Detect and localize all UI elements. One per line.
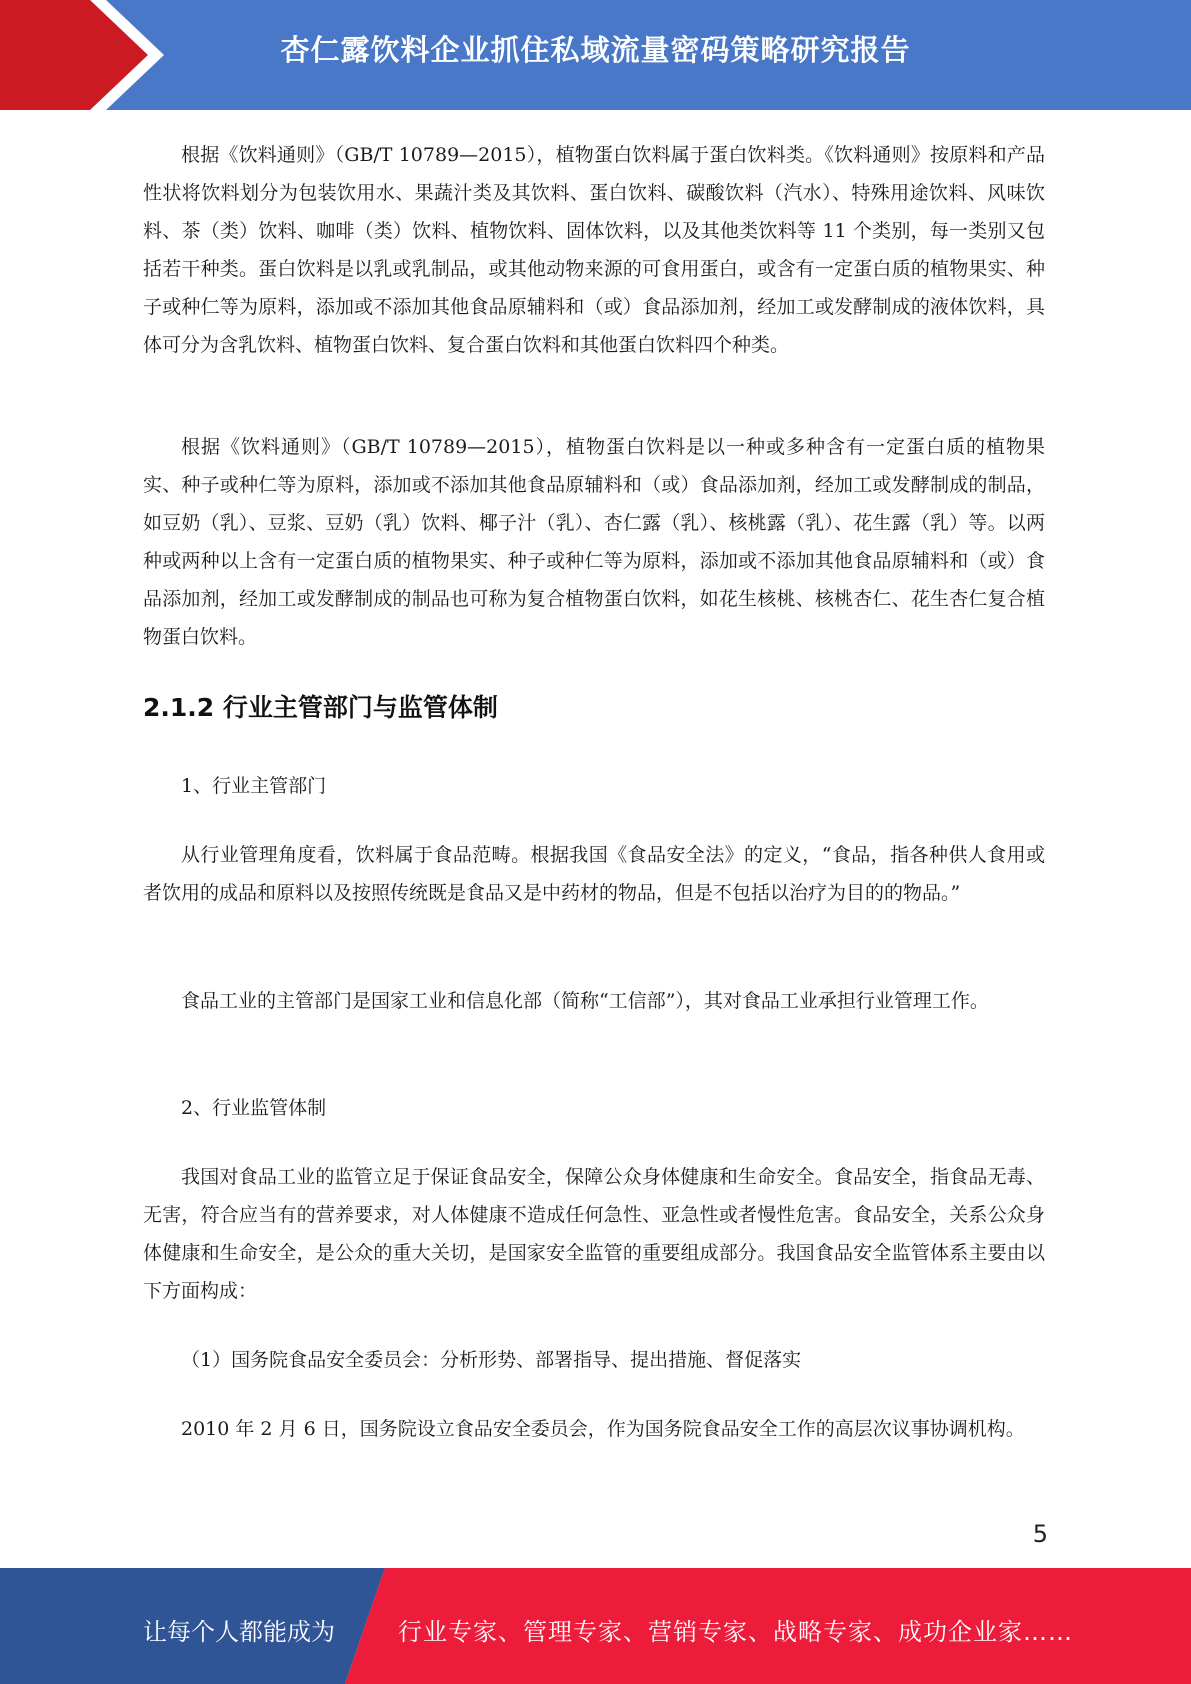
section-heading-block [143,688,1045,724]
footer-slogan-left: 让每个人都能成为 [143,1618,335,1646]
body-paragraph-6-block [143,1410,1045,1448]
subheading-3-block [143,1341,1045,1379]
body-paragraph: 我国对食品工业的监管立足于保证食品安全，保障公众身体健康和生命安全。食品安全，指食品无毒、无害，符合应当有的营养要求，对人体健康不造成任何急性、亚急性或者慢性危害。食品安全，关系公众身体健康和生命安全，是公众的重大关切，是国家安全监管的重要组成部分。我国食品安全监管体系主要由以下方面构成： [143,1166,1045,1302]
footer-banner [0,1568,1191,1684]
report-title: 杏仁露饮料企业抓住私域流量密码策略研究报告 [280,33,911,67]
body-paragraph-3-block [143,836,1045,912]
subheading: 1、行业主管部门 [181,775,327,797]
body-paragraph: 2010 年 2 月 6 日，国务院设立食品安全委员会，作为国务院食品安全工作的高层次议事协调机构。 [181,1418,1025,1440]
subheading: （1）国务院食品安全委员会：分析形势、部署指导、提出措施、督促落实 [181,1349,802,1371]
body-paragraph: 从行业管理角度看，饮料属于食品范畴。根据我国《食品安全法》的定义，“食品，指各种供人食用或者饮用的成品和原料以及按照传统既是食品又是中药材的物品，但是不包括以治疗为目的的物品。” [143,844,1045,904]
body-paragraph: 根据《饮料通则》（GB/T 10789—2015），植物蛋白饮料属于蛋白饮料类。《饮料通则》按原料和产品性状将饮料划分为包装饮用水、果蔬汁类及其饮料、蛋白饮料、碳酸饮料（汽水）、特殊用途饮料、风味饮料、茶（类）饮料、咖啡（类）饮料、植物饮料、固体饮料，以及其他类饮料等 11 个类别，每一类别又包括若干种类。蛋白饮料是以乳或乳制品，或其他动物来源的可食用蛋白，或含有一定蛋白质的植物果实、种子或种仁等为原料，添加或不添加其他食品原辅料和（或）食品添加剂，经加工或发酵制成的液体饮料，具体可分为含乳饮料、植物蛋白饮料、复合蛋白饮料和其他蛋白饮料四个种类。 [143,144,1045,356]
body-paragraph-1-block [143,136,1045,364]
header-banner [0,0,1191,110]
section-heading: 2.1.2 行业主管部门与监管体制 [143,693,498,722]
subheading-1-block [143,767,1045,805]
subheading-2-block [143,1089,1045,1127]
body-paragraph-5-block [143,1158,1045,1310]
page-number: 5 [1032,1520,1048,1548]
footer-slogan-right: 行业专家、管理专家、营销专家、战略专家、成功企业家…… [398,1618,1073,1646]
body-paragraph: 根据《饮料通则》（GB/T 10789—2015），植物蛋白饮料是以一种或多种含有一定蛋白质的植物果实、种子或种仁等为原料，添加或不添加其他食品原辅料和（或）食品添加剂，经加工或发酵制成的制品，如豆奶（乳）、豆浆、豆奶（乳）饮料、椰子汁（乳）、杏仁露（乳）、核桃露（乳）、花生露（乳）等。以两种或两种以上含有一定蛋白质的植物果实、种子或种仁等为原料，添加或不添加其他食品原辅料和（或）食品添加剂，经加工或发酵制成的制品也可称为复合植物蛋白饮料，如花生核桃、核桃杏仁、花生杏仁复合植物蛋白饮料。 [143,436,1045,648]
body-paragraph-4-block [143,982,1045,1020]
body-paragraph-2-block [143,428,1045,656]
subheading: 2、行业监管体制 [181,1097,327,1119]
body-paragraph: 食品工业的主管部门是国家工业和信息化部（简称“工信部”），其对食品工业承担行业管理工作。 [181,990,989,1012]
